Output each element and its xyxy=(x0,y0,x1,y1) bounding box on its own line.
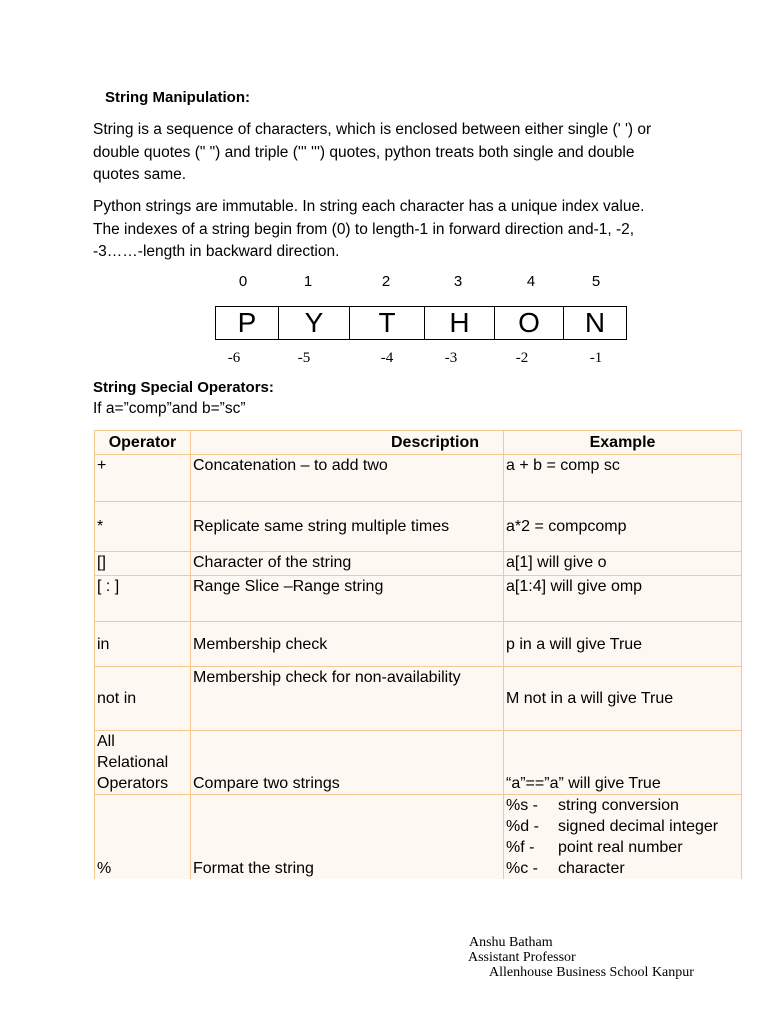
page-title: String Manipulation: xyxy=(105,89,250,106)
format-meaning: signed decimal integer xyxy=(558,818,719,835)
table-row xyxy=(95,622,742,667)
operator-cell: + xyxy=(95,455,191,502)
operators-heading: String Special Operators: xyxy=(93,379,274,396)
operator-line: Operators xyxy=(97,775,169,792)
backward-index: -4 xyxy=(380,350,394,366)
column-header: Example xyxy=(504,431,742,455)
format-spec xyxy=(506,858,739,879)
example-cell: a[1:4] will give omp xyxy=(504,576,742,622)
letter-cell: N xyxy=(584,307,606,338)
forward-index: 3 xyxy=(453,273,463,290)
format-code: %d - xyxy=(506,818,539,835)
table-row xyxy=(95,731,742,795)
forward-index: 2 xyxy=(381,273,391,290)
forward-index: 0 xyxy=(238,273,248,290)
example-cell: M not in a will give True xyxy=(504,667,742,731)
operator-cell: [] xyxy=(95,552,191,576)
table-row xyxy=(95,502,742,552)
table-header-row xyxy=(95,431,742,455)
description-cell: Character of the string xyxy=(191,552,504,576)
operator-cell xyxy=(95,731,191,795)
description-cell: Format the string xyxy=(191,795,504,880)
format-meaning: point real number xyxy=(558,839,683,856)
intro-paragraph: String is a sequence of characters, which is enclosed between either single (' ') or double quotes (" ") and triple (''' ''') quotes, python treats both single and double quotes same. xyxy=(93,121,652,183)
format-meaning: string conversion xyxy=(558,797,679,814)
backward-index: -5 xyxy=(297,350,311,366)
format-spec xyxy=(506,816,739,837)
operator-line: Relational xyxy=(97,754,169,771)
letter-cell: H xyxy=(425,307,495,339)
operator-cell: % xyxy=(95,795,191,880)
table-row xyxy=(95,667,742,731)
author-name: Anshu Batham xyxy=(469,935,553,950)
backward-index: -1 xyxy=(589,350,603,366)
backward-index: -2 xyxy=(515,350,529,366)
description-cell: Range Slice –Range string xyxy=(191,576,504,622)
format-spec xyxy=(506,795,739,816)
immutability-paragraph: Python strings are immutable. In string each character has a unique index value. The indexes of a string begin from (0) to length-1 in forward direction and-1, -2, -3……-length in backward direction. xyxy=(93,198,645,260)
operator-cell: [ : ] xyxy=(95,576,191,622)
forward-index: 4 xyxy=(526,273,536,290)
format-code: %s - xyxy=(506,797,538,814)
description-cell: Compare two strings xyxy=(191,731,504,795)
operator-cell: not in xyxy=(95,667,191,731)
format-meaning: character xyxy=(558,860,625,877)
table-row xyxy=(95,455,742,502)
author-institution: Allenhouse Business School Kanpur xyxy=(489,965,694,980)
format-code: %c - xyxy=(506,860,538,877)
operators-table xyxy=(94,430,742,879)
example-cell: “a”==”a” will give True xyxy=(504,731,742,795)
example-cell: a + b = comp sc xyxy=(504,455,742,502)
example-cell xyxy=(504,795,742,880)
format-spec xyxy=(506,837,739,858)
format-code: %f - xyxy=(506,839,535,856)
backward-index: -6 xyxy=(227,350,241,366)
example-cell: a*2 = compcomp xyxy=(504,502,742,552)
table-row xyxy=(95,576,742,622)
description-cell: Replicate same string multiple times xyxy=(191,502,504,552)
forward-index: 5 xyxy=(591,273,601,290)
operator-cell: in xyxy=(95,622,191,667)
operator-line: All xyxy=(97,733,115,750)
letter-cell: O xyxy=(495,307,564,339)
backward-index: -3 xyxy=(444,350,458,366)
table-row xyxy=(95,552,742,576)
example-cell: a[1] will give o xyxy=(504,552,742,576)
description-cell: Concatenation – to add two xyxy=(191,455,504,502)
table-row xyxy=(95,795,742,880)
author-role: Assistant Professor xyxy=(468,950,576,965)
forward-index: 1 xyxy=(303,273,313,290)
example-cell: p in a will give True xyxy=(504,622,742,667)
letter-cell: P xyxy=(216,307,279,339)
operator-cell: * xyxy=(95,502,191,552)
description-cell: Membership check for non-availability xyxy=(191,667,504,731)
letter-cell: Y xyxy=(279,307,350,339)
letter-cell: T xyxy=(350,307,425,339)
operators-subheading: If a=”comp”and b=”sc” xyxy=(93,400,246,417)
column-header: Description xyxy=(191,431,504,455)
letter-strip xyxy=(215,306,627,340)
column-header: Operator xyxy=(95,431,191,455)
description-cell: Membership check xyxy=(191,622,504,667)
